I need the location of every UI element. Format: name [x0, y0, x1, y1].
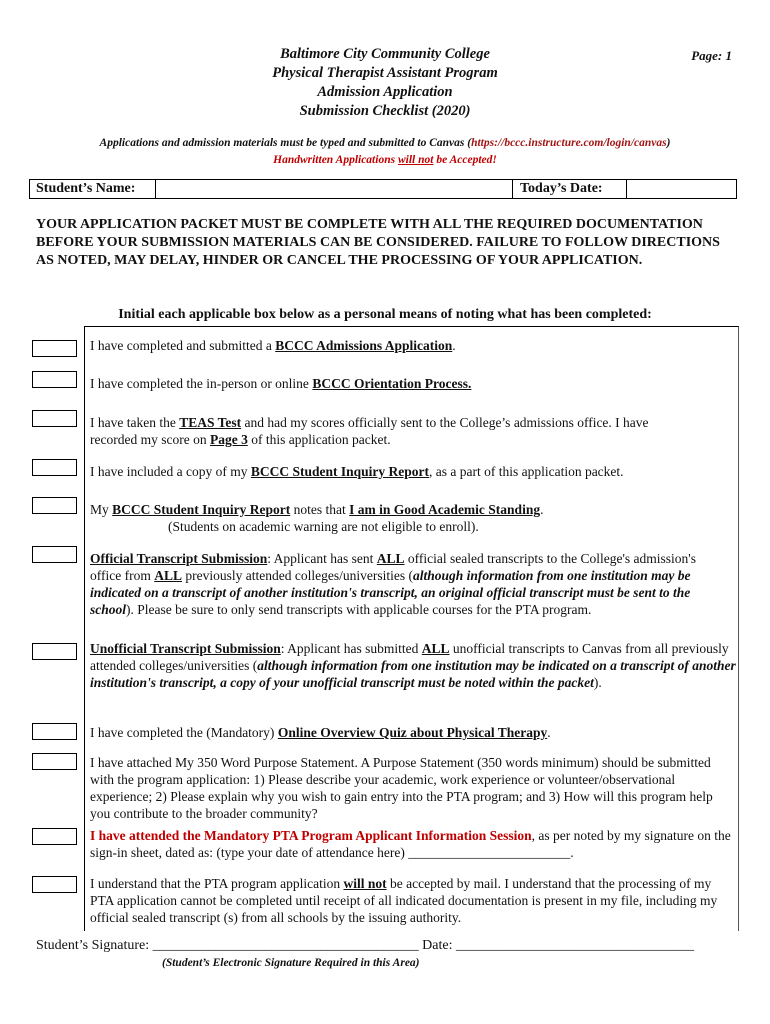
- item-admissions-application: I have completed and submitted a BCCC Admissions Application.: [90, 338, 456, 353]
- handwritten-warning: Handwritten Applications will not be Accepted!: [273, 154, 497, 166]
- initial-box-10[interactable]: [32, 828, 77, 845]
- canvas-link[interactable]: https://bccc.instructure.com/login/canvas: [471, 137, 667, 149]
- checklist-title: Submission Checklist (2020): [299, 103, 471, 119]
- initial-box-7[interactable]: [32, 643, 77, 660]
- initial-instructions: Initial each applicable box below as a personal means of noting what has been completed:: [118, 307, 652, 322]
- initial-box-5[interactable]: [32, 497, 77, 514]
- initial-box-11[interactable]: [32, 876, 77, 893]
- initial-box-1[interactable]: [32, 340, 77, 357]
- initial-box-6[interactable]: [32, 546, 77, 563]
- submission-instructions: Applications and admission materials must be typed and submitted to Canvas (https://bccc.instructure.com/login/canvas): [99, 137, 671, 149]
- form-name: Admission Application: [317, 84, 453, 100]
- initial-box-4[interactable]: [32, 459, 77, 476]
- completeness-warning: YOUR APPLICATION PACKET MUST BE COMPLETE WITH ALL THE REQUIRED DOCUMENTATION BEFORE YOUR SUBMISSION MATERIALS CAN BE CONSIDERED. FAILURE TO FOLLOW DIRECTIONS AS NOTED, MAY DELAY, HINDER OR CANCEL THE PROCESSING OF YOUR APPLICATION.: [36, 217, 720, 268]
- name-date-row: [29, 179, 737, 199]
- item-orientation: I have completed the in-person or online BCCC Orientation Process.: [90, 376, 472, 391]
- initial-box-2[interactable]: [32, 371, 77, 388]
- todays-date-label: Today’s Date:: [520, 181, 603, 196]
- item-purpose-statement: I have attached My 350 Word Purpose Statement. A Purpose Statement (350 words minimum) should be submitted with the program application: 1) Please describe your academic, work experience or volunteer/observational experience; 2) Please explain why you wish to gain entry into the PTA program; and 3) How will this program help you contribute to the broader community?: [90, 755, 713, 821]
- signature-note: (Student’s Electronic Signature Required in this Area): [162, 957, 420, 969]
- program-name: Physical Therapist Assistant Program: [272, 65, 498, 81]
- item-overview-quiz: I have completed the (Mandatory) Online Overview Quiz about Physical Therapy.: [90, 725, 551, 740]
- item-mail-policy: I understand that the PTA program application will not be accepted by mail. I understand that the processing of my PTA application cannot be completed until receipt of all indicated documentation is present in my file, including my official sealed transcript (s) from all schools by the issuing authority.: [90, 876, 718, 925]
- student-name-input[interactable]: [155, 180, 513, 198]
- item-unofficial-transcript: Unofficial Transcript Submission: Applicant has submitted ALL unofficial transcripts to Canvas from all previously attended colleges/universities (although information from one institution may be indicated on a transcript of another institution's transcript, a copy of your unofficial transcript must be noted within the packet).: [90, 641, 736, 690]
- signature-line[interactable]: Student’s Signature: ______________________________________ Date: __________________________________: [36, 938, 694, 953]
- item-inquiry-report: I have included a copy of my BCCC Student Inquiry Report, as a part of this application packet.: [90, 464, 624, 479]
- initial-box-9[interactable]: [32, 753, 77, 770]
- student-name-label: Student’s Name:: [36, 181, 136, 196]
- college-name: Baltimore City Community College: [280, 46, 490, 62]
- initial-box-3[interactable]: [32, 410, 77, 427]
- item-teas-test: I have taken the TEAS Test and had my scores officially sent to the College’s admissions office. I have recorded my score on Page 3 of this application packet.: [90, 415, 649, 447]
- item-official-transcript: Official Transcript Submission: Applicant has sent ALL official sealed transcripts to the College's admission's office from ALL previously attended colleges/universities (although information from one institution may be indicated on a transcript of another institution's transcript, an original official transcript must be sent to the school). Please be sure to only send transcripts with applicable courses for the PTA program.: [90, 551, 696, 617]
- page-number: Page: 1: [691, 48, 732, 63]
- todays-date-input[interactable]: [626, 180, 736, 198]
- item-academic-standing: My BCCC Student Inquiry Report notes that I am in Good Academic Standing. (Students on academic warning are not eligible to enroll).: [90, 502, 544, 534]
- item-info-session: I have attended the Mandatory PTA Program Applicant Information Session, as per noted by my signature on the sign-in sheet, dated as: (type your date of attendance here) ________________________.: [90, 828, 731, 860]
- initial-box-8[interactable]: [32, 723, 77, 740]
